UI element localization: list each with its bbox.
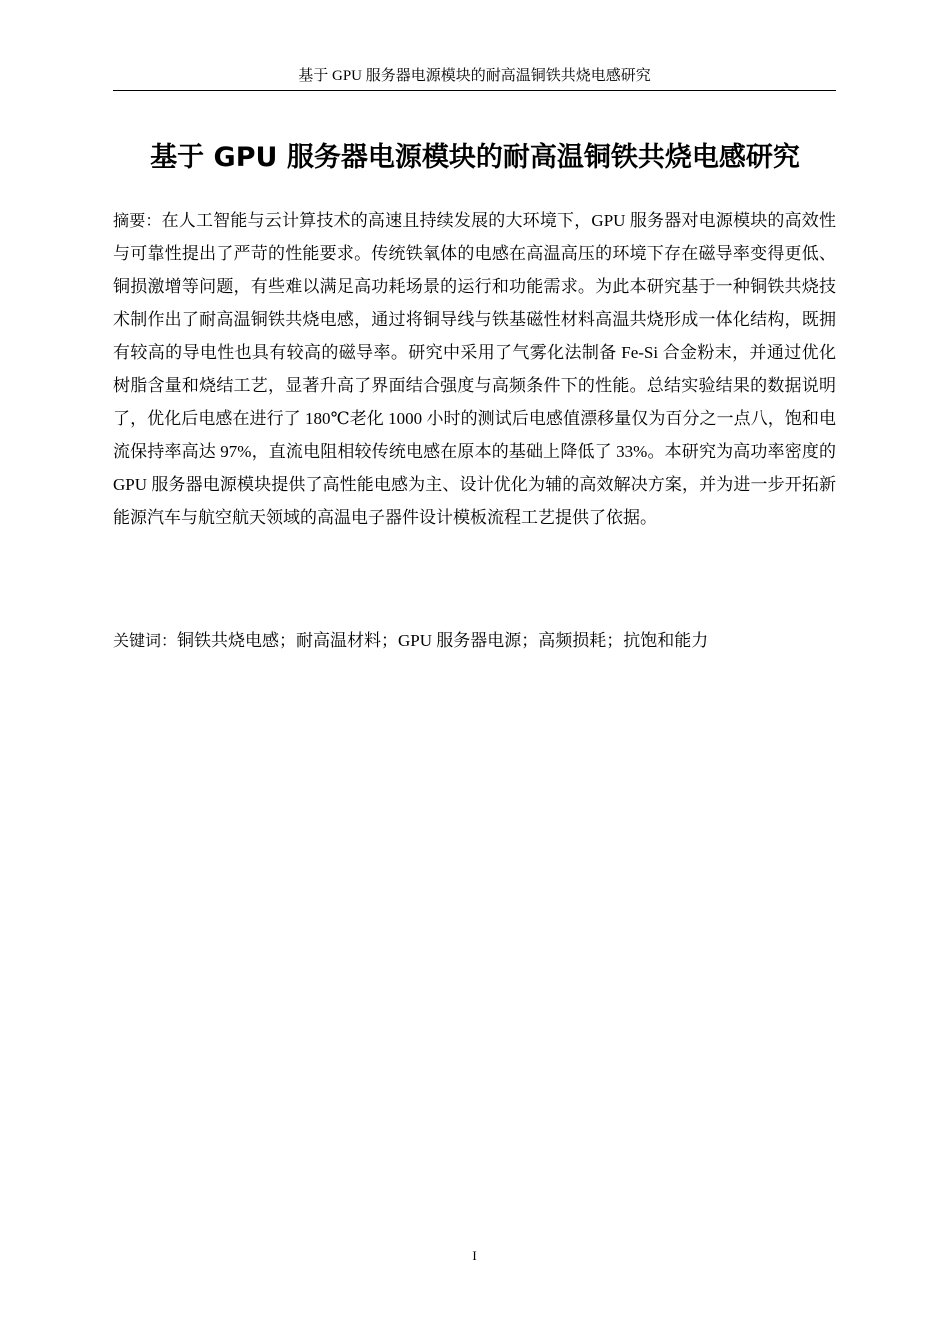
page-number: I bbox=[472, 1248, 477, 1263]
abstract-paragraph bbox=[113, 204, 836, 534]
keywords-label: 关键词： bbox=[113, 631, 178, 650]
document-title: 基于 GPU 服务器电源模块的耐高温铜铁共烧电感研究 bbox=[150, 142, 800, 173]
header-rule bbox=[113, 90, 836, 91]
keywords-paragraph bbox=[113, 624, 836, 657]
keywords-text: 铜铁共烧电感；耐高温材料；GPU 服务器电源；高频损耗；抗饱和能力 bbox=[177, 631, 709, 650]
running-header: 基于 GPU 服务器电源模块的耐高温铜铁共烧电感研究 bbox=[298, 68, 651, 84]
abstract-label: 摘要： bbox=[113, 211, 162, 230]
abstract-text: 在人工智能与云计算技术的高速且持续发展的大环境下，GPU 服务器对电源模块的高效性与可靠性提出了严苛的性能要求。传统铁氧体的电感在高温高压的环境下存在磁导率变得更低、铜损激增等问题，有些难以满足高功耗场景的运行和功能需求。为此本研究基于一种铜铁共烧技术制作出了耐高温铜铁共烧电感，通过将铜导线与铁基磁性材料高温共烧形成一体化结构，既拥有较高的导电性也具有较高的磁导率。研究中采用了气雾化法制备 Fe-Si 合金粉末，并通过优化树脂含量和烧结工艺，显著升高了界面结合强度与高频条件下的性能。总结实验结果的数据说明了，优化后电感在进行了 180℃老化 1000 小时的测试后电感值漂移量仅为百分之一点八，饱和电流保持率高达 97%，直流电阻相较传统电感在原本的基础上降低了 33%。本研究为高功率密度的 GPU 服务器电源模块提供了高性能电感为主、设计优化为辅的高效解决方案，并为进一步开拓新能源汽车与航空航天领域的高温电子器件设计模板流程工艺提供了依据。 bbox=[113, 211, 836, 527]
